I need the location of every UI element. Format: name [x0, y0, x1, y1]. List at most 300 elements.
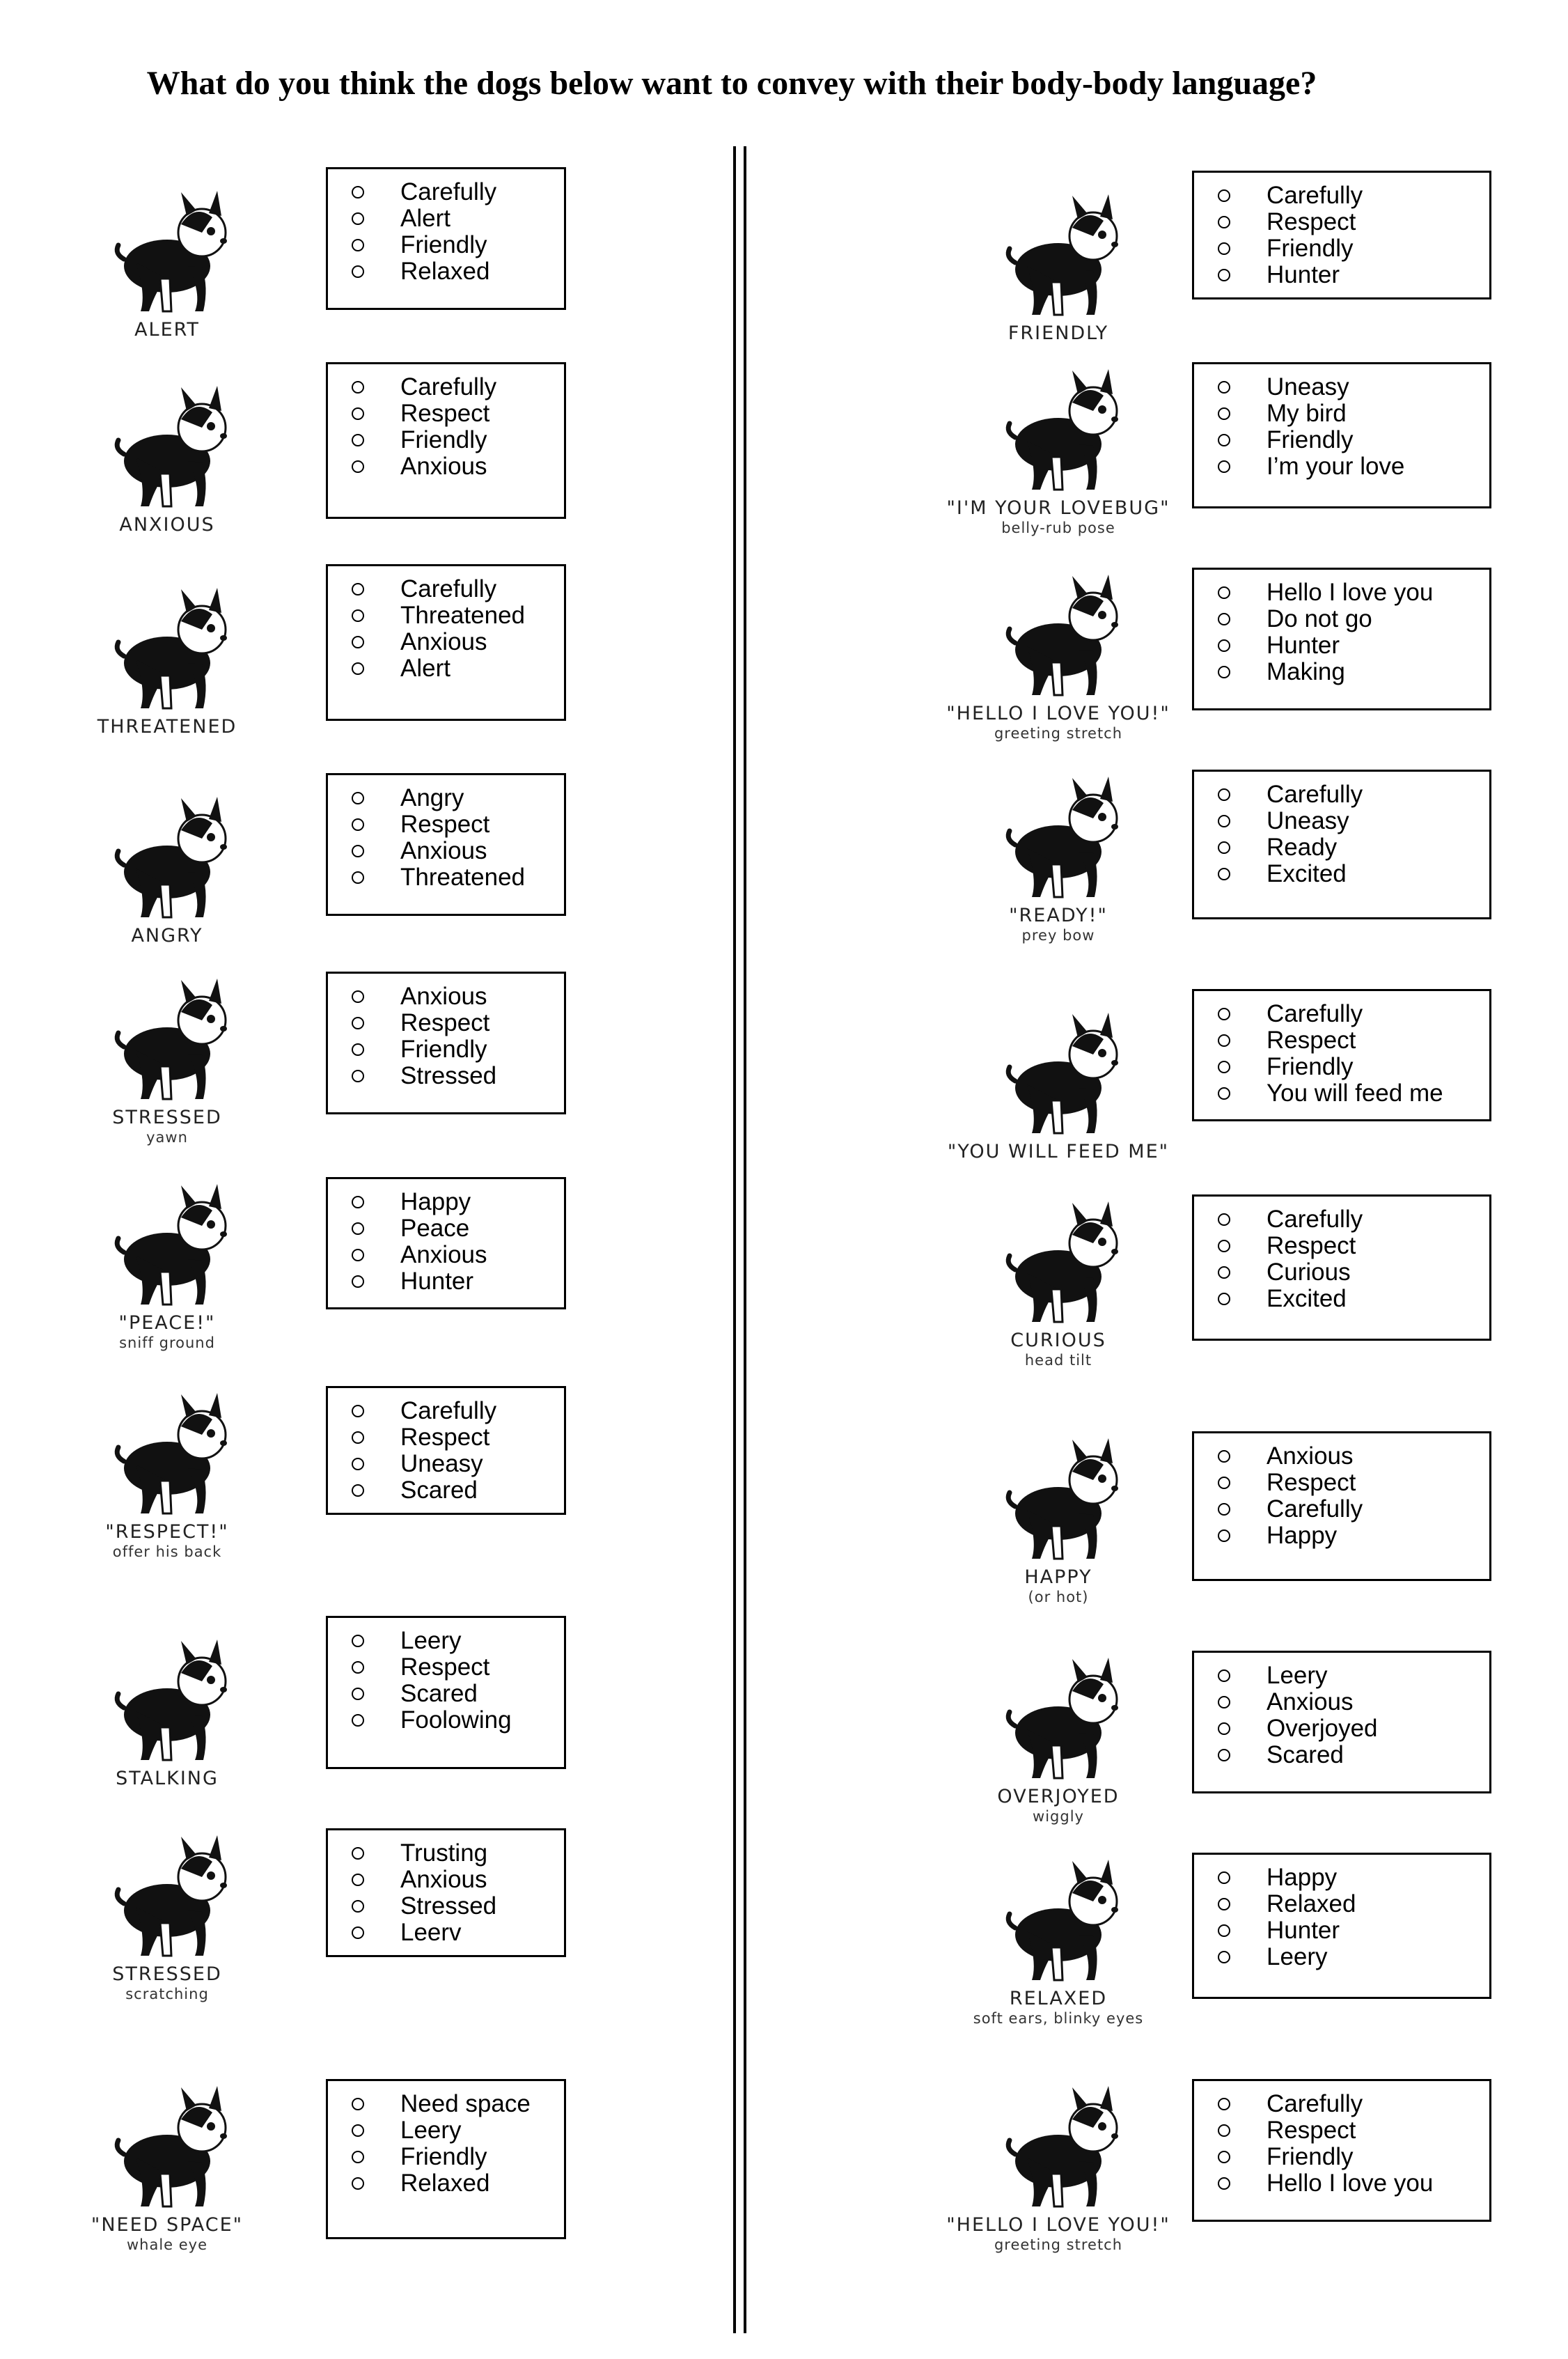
radio-circle-icon[interactable]	[1218, 639, 1230, 652]
radio-circle-icon[interactable]	[1218, 1087, 1230, 1100]
radio-circle-icon[interactable]	[1218, 815, 1230, 827]
radio-circle-icon[interactable]	[352, 1926, 364, 1939]
radio-circle-icon[interactable]	[1218, 269, 1230, 281]
answer-option-label: Friendly	[400, 426, 487, 453]
answer-option[interactable]	[352, 1893, 564, 1920]
answer-option[interactable]	[352, 838, 564, 864]
radio-circle-icon[interactable]	[352, 2098, 364, 2110]
radio-circle-icon[interactable]	[1218, 1240, 1230, 1252]
radio-circle-icon[interactable]	[352, 1661, 364, 1674]
answer-option[interactable]	[352, 2170, 564, 2197]
radio-circle-icon[interactable]	[1218, 434, 1230, 446]
radio-circle-icon[interactable]	[1218, 2177, 1230, 2190]
answer-option-label: Carefully	[400, 575, 497, 602]
radio-circle-icon[interactable]	[1218, 2098, 1230, 2110]
dog-icon	[989, 1656, 1128, 1782]
answer-option-label: Respect	[1267, 208, 1356, 235]
radio-circle-icon[interactable]	[352, 1196, 364, 1208]
dog-subcaption: sniff ground	[119, 1334, 215, 1351]
radio-circle-icon[interactable]	[352, 1405, 364, 1417]
answer-option-label: Leery	[400, 2117, 462, 2144]
radio-circle-icon[interactable]	[352, 1688, 364, 1700]
answer-option[interactable]	[1218, 1917, 1489, 1944]
answer-option-label: Relaxed	[400, 2170, 490, 2197]
radio-circle-icon[interactable]	[1218, 1951, 1230, 1963]
answer-option[interactable]	[1218, 1864, 1489, 1891]
radio-circle-icon[interactable]	[1218, 1722, 1230, 1735]
answer-option-label: Carefully	[1267, 182, 1363, 209]
answer-option-label: Anxious	[400, 983, 487, 1010]
answer-option-label: Excited	[1267, 860, 1347, 887]
radio-circle-icon[interactable]	[352, 1275, 364, 1288]
radio-circle-icon[interactable]	[352, 2151, 364, 2163]
answer-option-label: Hello I love you	[1267, 579, 1434, 606]
dog-illustration	[63, 341, 272, 536]
answer-option[interactable]	[352, 1424, 564, 1451]
answer-options-box	[1192, 362, 1491, 508]
worksheet-title: What do you think the dogs below want to convey with their body-body language?	[146, 65, 1317, 102]
radio-circle-icon[interactable]	[352, 792, 364, 804]
answer-option[interactable]	[1218, 1233, 1489, 1259]
answer-option[interactable]	[352, 400, 564, 427]
dog-illustration	[933, 749, 1184, 944]
answer-options-box	[1192, 1431, 1491, 1581]
answer-options-box	[326, 564, 566, 721]
answer-option[interactable]	[1218, 1054, 1489, 1080]
answer-option[interactable]	[1218, 1944, 1489, 1970]
dog-illustration	[933, 2058, 1184, 2253]
answer-option-label: Threatened	[400, 864, 526, 891]
answer-option-label: Curious	[1267, 1259, 1351, 1286]
dog-icon	[97, 1183, 237, 1308]
answer-option[interactable]	[352, 576, 564, 602]
answer-option-label: Carefully	[1267, 1206, 1363, 1233]
answer-option-label: Anxious	[400, 453, 487, 480]
radio-circle-icon[interactable]	[352, 1017, 364, 1029]
radio-circle-icon[interactable]	[1218, 613, 1230, 625]
answer-option[interactable]	[352, 1707, 564, 1734]
answer-option[interactable]	[1218, 400, 1489, 427]
answer-option-label: Friendly	[400, 1036, 487, 1063]
radio-circle-icon[interactable]	[352, 265, 364, 278]
radio-circle-icon[interactable]	[352, 239, 364, 251]
answer-option-label: Anxious	[400, 1866, 487, 1893]
answer-option[interactable]	[1218, 1259, 1489, 1286]
answer-option-label: Alert	[400, 655, 450, 682]
radio-circle-icon[interactable]	[1218, 1266, 1230, 1279]
radio-circle-icon[interactable]	[352, 636, 364, 648]
answer-option[interactable]	[352, 983, 564, 1010]
dog-caption: HAPPY	[1024, 1566, 1092, 1588]
answer-option-label: Uneasy	[1267, 373, 1349, 400]
radio-circle-icon[interactable]	[1218, 1749, 1230, 1761]
dog-icon	[989, 573, 1128, 699]
answer-options-box	[1192, 1853, 1491, 1999]
radio-circle-icon[interactable]	[352, 460, 364, 473]
radio-circle-icon[interactable]	[1218, 1696, 1230, 1708]
answer-options-box	[326, 1616, 566, 1769]
answer-option[interactable]	[352, 602, 564, 629]
answer-option[interactable]	[352, 1477, 564, 1504]
radio-circle-icon[interactable]	[352, 609, 364, 622]
answer-option[interactable]	[1218, 209, 1489, 235]
dog-subcaption: prey bow	[1021, 927, 1095, 944]
answer-option-label: Respect	[400, 1653, 490, 1681]
dog-caption: STALKING	[116, 1767, 219, 1789]
answer-option[interactable]	[352, 427, 564, 453]
answer-option[interactable]	[352, 655, 564, 682]
answer-option[interactable]	[1218, 427, 1489, 453]
radio-circle-icon[interactable]	[352, 434, 364, 446]
answer-option[interactable]	[1218, 1523, 1489, 1549]
dog-illustration	[933, 341, 1184, 536]
answer-option-label: Carefully	[400, 1397, 497, 1424]
radio-circle-icon[interactable]	[1218, 1034, 1230, 1047]
dog-subcaption: whale eye	[126, 2236, 208, 2253]
dog-subcaption: scratching	[125, 1986, 209, 2002]
answer-options-box	[326, 773, 566, 916]
answer-option[interactable]	[352, 1215, 564, 1242]
radio-circle-icon[interactable]	[1218, 407, 1230, 420]
radio-circle-icon[interactable]	[352, 1249, 364, 1261]
radio-circle-icon[interactable]	[1218, 788, 1230, 801]
answer-option[interactable]	[1218, 861, 1489, 887]
dog-illustration	[63, 951, 272, 1146]
dog-illustration	[63, 146, 272, 341]
answer-options-box	[326, 1386, 566, 1515]
answer-option-label: Friendly	[1267, 1053, 1354, 1080]
dog-caption: "HELLO I LOVE YOU!"	[946, 2213, 1170, 2236]
dog-caption: ANXIOUS	[119, 513, 215, 536]
dog-caption: STRESSED	[112, 1963, 222, 1985]
answer-option[interactable]	[352, 1398, 564, 1424]
dog-caption: "HELLO I LOVE YOU!"	[946, 702, 1170, 724]
answer-options-box	[326, 167, 566, 310]
answer-option-label: I’m your love	[1267, 453, 1405, 480]
answer-option[interactable]	[352, 864, 564, 891]
radio-circle-icon[interactable]	[352, 845, 364, 857]
radio-circle-icon[interactable]	[352, 1900, 364, 1913]
answer-option[interactable]	[1218, 2144, 1489, 2170]
radio-circle-icon[interactable]	[352, 212, 364, 225]
dog-caption: CURIOUS	[1010, 1329, 1106, 1351]
answer-option-label: Carefully	[400, 373, 497, 400]
column-divider	[744, 146, 746, 2333]
radio-circle-icon[interactable]	[352, 583, 364, 595]
answer-option[interactable]	[352, 2091, 564, 2117]
radio-circle-icon[interactable]	[1218, 1503, 1230, 1516]
dog-illustration	[933, 968, 1184, 1163]
radio-circle-icon[interactable]	[1218, 1008, 1230, 1020]
answer-options-box	[1192, 568, 1491, 710]
radio-circle-icon[interactable]	[1218, 1213, 1230, 1226]
answer-option[interactable]	[352, 1867, 564, 1893]
answer-option[interactable]	[1218, 1080, 1489, 1107]
column-divider	[733, 146, 736, 2333]
radio-circle-icon[interactable]	[352, 990, 364, 1003]
dog-caption: RELAXED	[1009, 1987, 1108, 2009]
answer-option[interactable]	[352, 205, 564, 232]
radio-circle-icon[interactable]	[352, 871, 364, 884]
answer-option[interactable]	[352, 1189, 564, 1215]
answer-option-label: My bird	[1267, 400, 1347, 427]
answer-option[interactable]	[1218, 262, 1489, 288]
answer-option-label: Uneasy	[400, 1450, 483, 1477]
answer-option[interactable]	[352, 629, 564, 655]
answer-option-label: Hunter	[1267, 1917, 1340, 1944]
radio-circle-icon[interactable]	[1218, 1529, 1230, 1542]
dog-icon	[989, 1437, 1128, 1562]
dog-caption: ANGRY	[131, 924, 203, 947]
answer-options-box	[326, 1177, 566, 1309]
answer-option-label: Stressed	[400, 1892, 497, 1920]
answer-option[interactable]	[352, 453, 564, 480]
answer-option[interactable]	[352, 1920, 564, 1946]
dog-illustration	[63, 752, 272, 947]
answer-option-label: Anxious	[1267, 1442, 1354, 1470]
answer-option[interactable]	[1218, 1027, 1489, 1054]
answer-option[interactable]	[1218, 834, 1489, 861]
radio-circle-icon[interactable]	[352, 1458, 364, 1470]
radio-circle-icon[interactable]	[352, 662, 364, 675]
answer-option-label: Respect	[400, 400, 490, 427]
answer-option-label: Uneasy	[1267, 807, 1349, 834]
dog-caption: FRIENDLY	[1008, 322, 1109, 344]
answer-option[interactable]	[1218, 1742, 1489, 1768]
answer-option-label: Anxious	[1267, 1688, 1354, 1715]
answer-option[interactable]	[1218, 1206, 1489, 1233]
dog-icon	[97, 384, 237, 510]
answer-option[interactable]	[352, 1654, 564, 1681]
dog-icon	[97, 1834, 237, 1959]
answer-option-label: Carefully	[1267, 781, 1363, 808]
answer-option[interactable]	[1218, 235, 1489, 262]
radio-circle-icon[interactable]	[1218, 1924, 1230, 1937]
radio-circle-icon[interactable]	[1218, 381, 1230, 394]
answer-option[interactable]	[1218, 1470, 1489, 1496]
answer-option[interactable]	[352, 2144, 564, 2170]
answer-option[interactable]	[1218, 808, 1489, 834]
answer-option[interactable]	[352, 2117, 564, 2144]
answer-option[interactable]	[1218, 2170, 1489, 2197]
radio-circle-icon[interactable]	[1218, 1871, 1230, 1884]
radio-circle-icon[interactable]	[1218, 1450, 1230, 1463]
answer-options-box	[1192, 171, 1491, 299]
answer-options-box	[1192, 989, 1491, 1121]
answer-option[interactable]	[1218, 1001, 1489, 1027]
answer-options-box	[326, 2079, 566, 2239]
answer-option-label: Happy	[400, 1188, 471, 1215]
dog-caption: "YOU WILL FEED ME"	[947, 1140, 1170, 1162]
radio-circle-icon[interactable]	[1218, 2151, 1230, 2163]
answer-option[interactable]	[1218, 1443, 1489, 1470]
radio-circle-icon[interactable]	[1218, 666, 1230, 678]
radio-circle-icon[interactable]	[352, 407, 364, 420]
answer-option-label: Stressed	[400, 1062, 497, 1089]
answer-options-box	[326, 1828, 566, 1957]
dog-illustration	[933, 1630, 1184, 1825]
dog-caption: THREATENED	[97, 715, 237, 738]
answer-option-label: Anxious	[400, 628, 487, 655]
answer-option[interactable]	[1218, 2117, 1489, 2144]
dog-icon	[989, 1200, 1128, 1325]
answer-option-label: Carefully	[1267, 2090, 1363, 2117]
radio-circle-icon[interactable]	[1218, 1898, 1230, 1910]
answer-option[interactable]	[1218, 1715, 1489, 1742]
answer-options-box	[1192, 2079, 1491, 2222]
answer-option[interactable]	[1218, 781, 1489, 808]
answer-option[interactable]	[1218, 182, 1489, 209]
answer-option-label: Alert	[400, 205, 450, 232]
dog-caption: "I'M YOUR LOVEBUG"	[946, 497, 1170, 519]
radio-circle-icon[interactable]	[352, 1635, 364, 1647]
dog-illustration	[933, 1410, 1184, 1605]
dog-icon	[989, 1858, 1128, 1984]
dog-subcaption: yawn	[146, 1129, 188, 1146]
answer-option-label: Friendly	[1267, 426, 1354, 453]
answer-option[interactable]	[1218, 1663, 1489, 1689]
answer-option[interactable]	[352, 1268, 564, 1295]
answer-option[interactable]	[1218, 1689, 1489, 1715]
radio-circle-icon[interactable]	[352, 1431, 364, 1444]
radio-circle-icon[interactable]	[1218, 216, 1230, 228]
answer-option[interactable]	[352, 1628, 564, 1654]
answer-option-label: Anxious	[400, 1241, 487, 1268]
answer-option-label: Happy	[1267, 1522, 1338, 1549]
answer-option[interactable]	[1218, 1286, 1489, 1312]
radio-circle-icon[interactable]	[1218, 1669, 1230, 1682]
answer-option[interactable]	[1218, 606, 1489, 632]
answer-options-box	[1192, 770, 1491, 919]
answer-option[interactable]	[1218, 659, 1489, 685]
answer-options-box	[326, 972, 566, 1114]
answer-option[interactable]	[352, 258, 564, 285]
dog-caption: OVERJOYED	[997, 1785, 1120, 1807]
dog-caption: "PEACE!"	[118, 1311, 216, 1334]
answer-option-label: Excited	[1267, 1285, 1347, 1312]
radio-circle-icon[interactable]	[352, 1484, 364, 1497]
dog-subcaption: wiggly	[1033, 1808, 1084, 1825]
radio-circle-icon[interactable]	[352, 1874, 364, 1886]
dog-subcaption: belly-rub pose	[1001, 520, 1115, 536]
answer-option[interactable]	[352, 1681, 564, 1707]
radio-circle-icon[interactable]	[1218, 841, 1230, 854]
answer-option-label: Scared	[400, 1477, 478, 1504]
answer-option-label: Foolowing	[400, 1706, 512, 1734]
dog-caption: STRESSED	[112, 1106, 222, 1128]
radio-circle-icon[interactable]	[352, 1714, 364, 1727]
answer-option-label: Happy	[1267, 1864, 1338, 1891]
answer-option-label: Respect	[400, 811, 490, 838]
answer-option-label: Overjoyed	[1267, 1715, 1378, 1742]
answer-option[interactable]	[352, 785, 564, 811]
answer-option-label: Leery	[1267, 1662, 1328, 1689]
answer-option[interactable]	[1218, 374, 1489, 400]
answer-option[interactable]	[352, 1451, 564, 1477]
answer-option-label: Angry	[400, 784, 464, 811]
radio-circle-icon[interactable]	[1218, 1061, 1230, 1073]
answer-option-label: Friendly	[1267, 2143, 1354, 2170]
answer-option[interactable]	[352, 179, 564, 205]
answer-option-label: Leery	[400, 1627, 462, 1654]
answer-option[interactable]	[1218, 579, 1489, 606]
answer-option-label: Respect	[400, 1009, 490, 1036]
dog-icon	[989, 1011, 1128, 1137]
radio-circle-icon[interactable]	[1218, 189, 1230, 202]
answer-option[interactable]	[1218, 632, 1489, 659]
answer-option[interactable]	[352, 374, 564, 400]
answer-option-label: Respect	[1267, 1027, 1356, 1054]
dog-illustration	[63, 543, 272, 738]
radio-circle-icon[interactable]	[352, 2177, 364, 2190]
answer-option-label: Trusting	[400, 1839, 488, 1867]
answer-option-label: Scared	[400, 1680, 478, 1707]
answer-option-label: Peace	[400, 1215, 470, 1242]
answer-option-label: Do not go	[1267, 605, 1372, 632]
dog-illustration	[63, 1595, 272, 1790]
radio-circle-icon[interactable]	[1218, 242, 1230, 255]
answer-option[interactable]	[352, 1036, 564, 1063]
radio-circle-icon[interactable]	[352, 186, 364, 198]
radio-circle-icon[interactable]	[352, 381, 364, 394]
answer-option-label: Friendly	[1267, 235, 1354, 262]
answer-option-label: Respect	[1267, 1232, 1356, 1259]
dog-illustration	[63, 1156, 272, 1351]
dog-illustration	[933, 1174, 1184, 1369]
radio-circle-icon[interactable]	[352, 818, 364, 831]
answer-option-label: Hello I love you	[1267, 2170, 1434, 2197]
dog-icon	[97, 2085, 237, 2210]
dog-icon	[97, 1638, 237, 1764]
answer-option-label: Scared	[1267, 1741, 1344, 1768]
dog-illustration	[933, 547, 1184, 742]
answer-option-label: Relaxed	[1267, 1890, 1356, 1917]
answer-option[interactable]	[352, 1063, 564, 1089]
dog-caption: ALERT	[134, 318, 200, 341]
answer-option[interactable]	[352, 1242, 564, 1268]
dog-subcaption: greeting stretch	[994, 725, 1123, 742]
answer-option-label: Leerv	[400, 1919, 462, 1946]
answer-option[interactable]	[1218, 453, 1489, 480]
dog-illustration	[63, 1365, 272, 1560]
radio-circle-icon[interactable]	[1218, 2124, 1230, 2137]
answer-option[interactable]	[352, 1840, 564, 1867]
answer-option-label: Hunter	[1267, 632, 1340, 659]
answer-option-label: Threatened	[400, 602, 526, 629]
radio-circle-icon[interactable]	[352, 1222, 364, 1235]
answer-option[interactable]	[1218, 2091, 1489, 2117]
radio-circle-icon[interactable]	[352, 1043, 364, 1056]
answer-option[interactable]	[352, 1010, 564, 1036]
answer-option-label: Respect	[1267, 1469, 1356, 1496]
radio-circle-icon[interactable]	[352, 1847, 364, 1860]
radio-circle-icon[interactable]	[1218, 868, 1230, 880]
answer-option[interactable]	[352, 232, 564, 258]
answer-option[interactable]	[1218, 1496, 1489, 1523]
radio-circle-icon[interactable]	[1218, 460, 1230, 473]
answer-option-label: Making	[1267, 658, 1345, 685]
radio-circle-icon[interactable]	[1218, 1477, 1230, 1489]
answer-option-label: Respect	[1267, 2117, 1356, 2144]
answer-option-label: Respect	[400, 1424, 490, 1451]
radio-circle-icon[interactable]	[1218, 586, 1230, 599]
answer-option[interactable]	[352, 811, 564, 838]
answer-option[interactable]	[1218, 1891, 1489, 1917]
radio-circle-icon[interactable]	[1218, 1293, 1230, 1305]
radio-circle-icon[interactable]	[352, 2124, 364, 2137]
dog-illustration	[933, 1832, 1184, 2027]
radio-circle-icon[interactable]	[352, 1070, 364, 1082]
